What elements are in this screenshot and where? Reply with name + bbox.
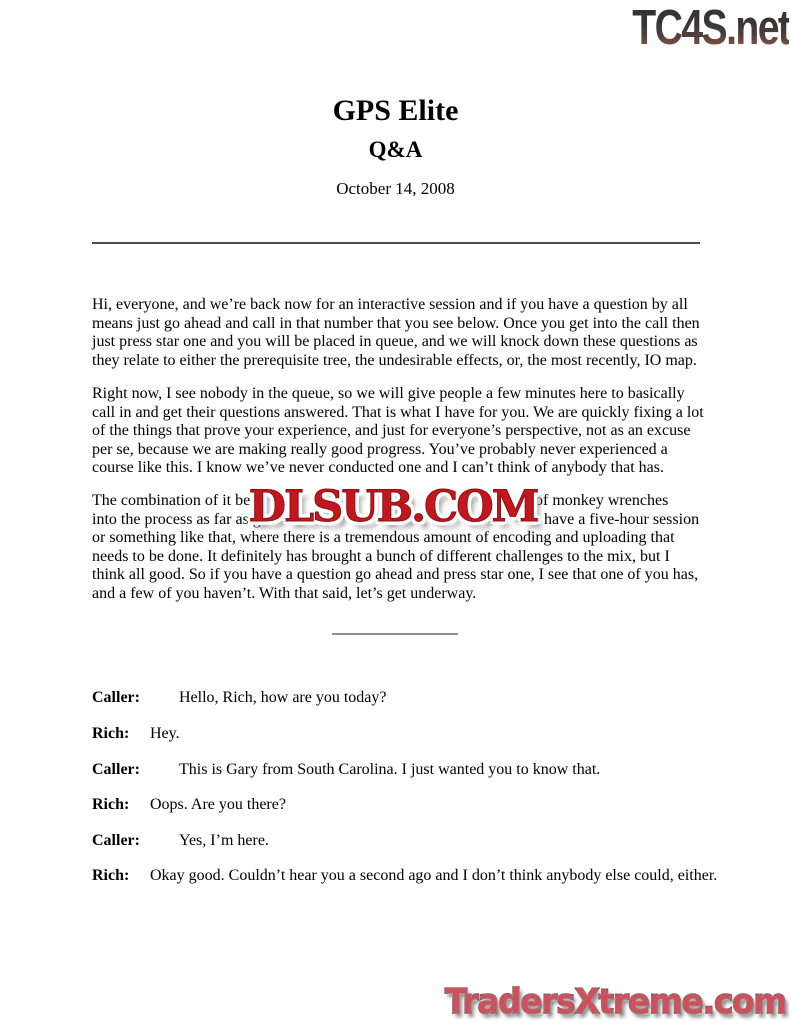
dialogue-line bbox=[92, 795, 732, 814]
paragraph-1: Hi, everyone, and we’re back now for an interactive session and if you have a question by all means just go ahead and call in that number that you see below. Once you get into the call then just press star one and you will be placed in queue, and we will knock down these questions as they relate to either the prerequisite tree, the undesirable effects, or, the most recently, IO map. bbox=[92, 296, 700, 369]
section-separator bbox=[332, 633, 458, 635]
tc4s-logo: TC4S.net bbox=[631, 1, 789, 55]
dlsub-watermark: DLSUB.COM bbox=[248, 482, 538, 532]
dialogue-text: Okay good. Couldn’t hear you a second ago and I don’t think anybody else could, either. bbox=[150, 867, 718, 884]
speaker-label: Rich: bbox=[92, 867, 130, 884]
speaker-label: Caller: bbox=[92, 832, 140, 849]
dialogue-line bbox=[92, 831, 732, 850]
document-title: GPS Elite bbox=[332, 94, 459, 127]
paragraph-3-line2-end: u have a five-hour session bbox=[532, 510, 700, 528]
speaker-label: Caller: bbox=[92, 689, 140, 706]
speaker-label: Rich: bbox=[92, 725, 130, 742]
dialogue-line bbox=[92, 724, 732, 743]
speaker-label: Rich: bbox=[92, 796, 130, 813]
dialogue-line bbox=[92, 688, 732, 707]
speaker-label: Caller: bbox=[92, 761, 140, 778]
paragraph-3-rest: or something like that, where there is a tremendous amount of encoding and uploading that needs to be done. It definitely has brought a bunch of different challenges to the mix, but I think all good. So if you have a question go ahead and press star one, I see that one of you has, and a few of you haven’t. With that said, let’s get underway. bbox=[92, 529, 699, 602]
dialogue-text: Oops. Are you there? bbox=[150, 796, 286, 813]
dialogue-text: This is Gary from South Carolina. I just wanted you to know that. bbox=[179, 761, 601, 778]
dialogue-line bbox=[92, 866, 732, 885]
document-subtitle: Q&A bbox=[368, 137, 423, 162]
paragraph-3-line1-start: The combination of it bein bbox=[92, 492, 263, 509]
dialogue-text: Yes, I’m here. bbox=[179, 832, 269, 849]
paragraph-3-line1-end: h of monkey wrenches bbox=[523, 492, 669, 509]
horizontal-rule bbox=[92, 242, 700, 244]
tradersxtreme-logo: TradersXtreme.com bbox=[444, 982, 786, 1022]
paragraph-2: Right now, I see nobody in the queue, so we will give people a few minutes here to basically call in and get their questions answered. That is what I have for you. We are quickly fixing a lot of the things that prove your experience, and just for everyone’s perspective, not as an excuse per se, because we are making really good progress. You’ve probably never experienced a course like this. I know we’ve never conducted one and I can’t think of anybody that has. bbox=[92, 385, 704, 477]
dialogue-text: Hey. bbox=[150, 725, 180, 742]
paragraph-3-line2-start: into the process as far as g bbox=[92, 510, 261, 528]
dialogue-line bbox=[92, 760, 732, 779]
document-date: October 14, 2008 bbox=[336, 179, 455, 198]
dialogue-text: Hello, Rich, how are you today? bbox=[179, 689, 387, 706]
